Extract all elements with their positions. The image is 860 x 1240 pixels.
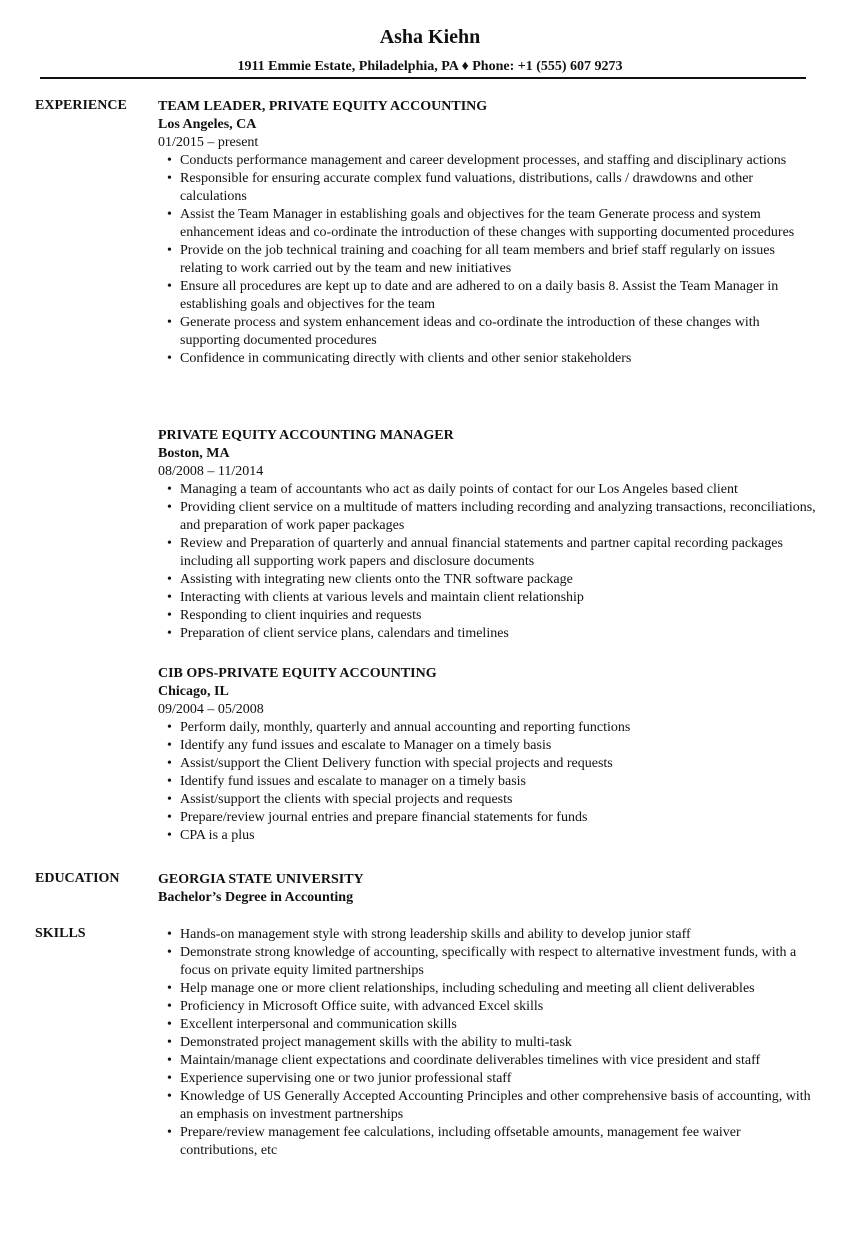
bullet-item: • Ensure all procedures are kept up to date and are adhered to on a daily basis 8. Assist the Team Manager in establishing goals and objectives for the team: [180, 278, 818, 314]
bullet-item: • Assist the Team Manager in establishing goals and objectives for the team Generate process and system enhancement ideas and co-ordinate the introduction of these changes with supporting documented procedures: [180, 206, 818, 242]
skill-item: • Hands-on management style with strong leadership skills and ability to develop junior staff: [180, 926, 818, 944]
bullet-item: • Identify any fund issues and escalate to Manager on a timely basis: [180, 737, 818, 755]
bullet-item: • Responding to client inquiries and requests: [180, 607, 818, 625]
header-divider: [40, 77, 806, 79]
bullet-item: • Generate process and system enhancement ideas and co-ordinate the introduction of these changes with supporting documented procedures: [180, 314, 818, 350]
degree: Bachelor’s Degree in Accounting: [158, 890, 354, 905]
job-location: Los Angeles, CA: [158, 117, 257, 132]
bullet-item: • Providing client service on a multitude of matters including recording and analyzing transactions, reconciliations, and preparation of work paper packages: [180, 499, 818, 535]
job-entry: [158, 665, 818, 845]
section-label-experience: EXPERIENCE: [35, 98, 127, 113]
skill-item: • Demonstrated project management skills with the ability to multi-task: [180, 1034, 818, 1052]
candidate-name: Asha Kiehn: [379, 26, 481, 48]
bullet-item: • Perform daily, monthly, quarterly and annual accounting and reporting functions: [180, 719, 818, 737]
bullet-item: • Conducts performance management and career development processes, and staffing and disciplinary actions: [180, 152, 818, 170]
job-bullets: [158, 481, 818, 643]
bullet-item: • Review and Preparation of quarterly and annual financial statements and partner capital recording packages including all supporting work papers and disclosure documents: [180, 535, 818, 571]
bullet-item: • Managing a team of accountants who act as daily points of contact for our Los Angeles based client: [180, 481, 818, 499]
job-bullets: [158, 719, 818, 845]
skill-item: • Knowledge of US Generally Accepted Accounting Principles and other comprehensive basis of accounting, with an emphasis on investment partnerships: [180, 1088, 818, 1124]
job-bullets: [158, 152, 818, 368]
bullet-item: • CPA is a plus: [180, 827, 818, 845]
bullet-item: • Identify fund issues and escalate to manager on a timely basis: [180, 773, 818, 791]
bullet-item: • Assisting with integrating new clients onto the TNR software package: [180, 571, 818, 589]
skill-item: • Help manage one or more client relationships, including scheduling and meeting all client deliverables: [180, 980, 818, 998]
skills-list: [158, 926, 818, 1160]
skill-item: • Experience supervising one or two junior professional staff: [180, 1070, 818, 1088]
school-name: GEORGIA STATE UNIVERSITY: [158, 872, 364, 887]
bullet-item: • Prepare/review journal entries and prepare financial statements for funds: [180, 809, 818, 827]
skill-item: • Maintain/manage client expectations and coordinate deliverables timelines with vice president and staff: [180, 1052, 818, 1070]
bullet-item: • Assist/support the clients with special projects and requests: [180, 791, 818, 809]
section-label-skills: SKILLS: [35, 926, 86, 941]
job-location: Chicago, IL: [158, 684, 229, 699]
job-dates: 01/2015 – present: [158, 135, 259, 150]
bullet-item: • Interacting with clients at various levels and maintain client relationship: [180, 589, 818, 607]
bullet-item: • Provide on the job technical training and coaching for all team members and brief staff regularly on issues relating to work carried out by the team and new initiatives: [180, 242, 818, 278]
job-title: PRIVATE EQUITY ACCOUNTING MANAGER: [158, 428, 454, 443]
bullet-item: • Preparation of client service plans, calendars and timelines: [180, 625, 818, 643]
bullet-item: • Responsible for ensuring accurate complex fund valuations, distributions, calls / drawdowns and other calculations: [180, 170, 818, 206]
job-entry: [158, 427, 818, 643]
skill-item: • Proficiency in Microsoft Office suite, with advanced Excel skills: [180, 998, 818, 1016]
job-title: CIB OPS-PRIVATE EQUITY ACCOUNTING: [158, 666, 437, 681]
skill-item: • Prepare/review management fee calculations, including offsetable amounts, management fee waiver contributions, etc: [180, 1124, 818, 1160]
job-dates: 08/2008 – 11/2014: [158, 464, 264, 479]
job-entry: [158, 98, 818, 368]
job-title: TEAM LEADER, PRIVATE EQUITY ACCOUNTING: [158, 99, 488, 114]
job-location: Boston, MA: [158, 446, 230, 461]
education-entry: [158, 871, 818, 907]
section-label-education: EDUCATION: [35, 871, 120, 886]
job-dates: 09/2004 – 05/2008: [158, 702, 264, 717]
bullet-item: • Assist/support the Client Delivery function with special projects and requests: [180, 755, 818, 773]
skills-list-container: [158, 926, 818, 1160]
contact-line: 1911 Emmie Estate, Philadelphia, PA ♦ Phone: +1 (555) 607 9273: [237, 59, 623, 74]
bullet-item: • Confidence in communicating directly with clients and other senior stakeholders: [180, 350, 818, 368]
skill-item: • Excellent interpersonal and communication skills: [180, 1016, 818, 1034]
skill-item: • Demonstrate strong knowledge of accounting, specifically with respect to alternative investment funds, with a focus on private equity limited partnerships: [180, 944, 818, 980]
